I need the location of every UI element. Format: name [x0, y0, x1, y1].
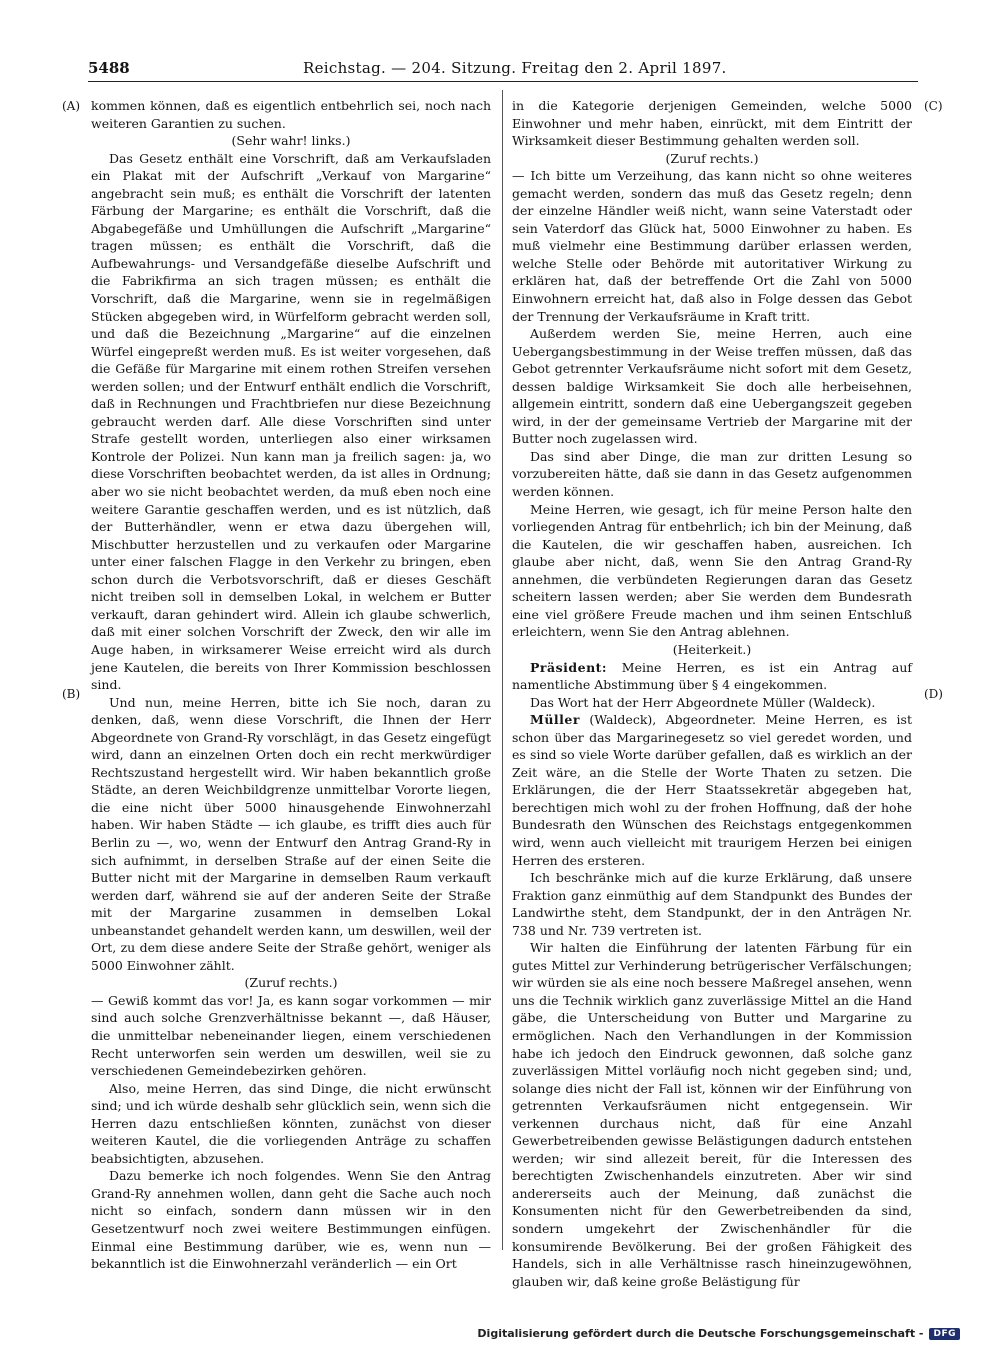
speaker-name: Müller [530, 712, 580, 728]
interjection: (Zuruf rechts.) [244, 975, 338, 991]
margin-marker-a: (A) [62, 99, 81, 113]
paragraph: Also, meine Herren, das sind Dinge, die nicht erwünscht sind; und ich würde deshalb sehr glücklich sein, wenn sich die Herren dazu entschließen könnten, zunächst von dieser weiteren Kautel, die die vorliegenden Anträge zu schaffen beabsichtigten, abzusehen. [91, 1080, 491, 1166]
interjection: (Zuruf rechts.) [665, 150, 759, 166]
speech-paragraph [512, 711, 912, 869]
paragraph: Und nun, meine Herren, bitte ich Sie noch, daran zu denken, daß, wenn diese Vorschrift, die Ihnen der Herr Abgeordnete von Grand-Ry vorschlägt, in das Gesetz eingefügt wird, dann an einzelnen Orten doch ein recht merkwürdiger Rechtszustand hergestellt wird. Wir haben bekanntlich große Städte, an deren Weichbildgrenze unmittelbar Vororte liegen, die eine nicht über 5000 hinausgehende Einwohnerzahl haben. Wir haben Städte — ich glaube, es trifft dies auch für Berlin zu —, wo, wenn der Entwurf den Antrag Grand-Ry in sich aufnimmt, in derselben Straße auf der einen Seite die Butter nicht mit der Margarine in demselben Raum verkauft werden darf, während sie auf der anderen Seite der Straße mit der Margarine zusammen in demselben Lokal unbeanstandet gehandelt werden kann, um deswillen, weil der Ort, zu dem diese andere Seite der Straße gehört, weniger als 5000 Einwohner zählt. [91, 694, 491, 973]
right-column [512, 97, 912, 1290]
paragraph: Dazu bemerke ich noch folgendes. Wenn Sie den Antrag Grand-Ry annehmen wollen, dann geht die Sache auch noch nicht so einfach, sondern dann müssen wir in den Gesetzentwurf noch zwei weitere Bestimmungen einfügen. Einmal eine Bestimmung darüber, wie es, wenn nun — bekanntlich ist die Einwohnerzahl veränderlich — ein Ort [91, 1168, 491, 1272]
paragraph: in die Kategorie derjenigen Gemeinden, welche 5000 Einwohner und mehr haben, einrückt, mit dem Eintritt der Wirksamkeit dieser Bestimmung gehalten werden soll. [512, 98, 912, 149]
paragraph: — Gewiß kommt das vor! Ja, es kann sogar vorkommen — mir sind auch solche Grenzverhältnisse bekannt —, daß Häuser, die unmittelbar nebeneinander liegen, einem verschiedenen Recht unterworfen sein werden um deswillen, weil sie zu verschiedenen Gemeindebezirken gehören. [91, 992, 491, 1079]
paragraph: kommen können, daß es eigentlich entbehrlich sei, noch nach weiteren Garantien zu suchen. [91, 98, 491, 131]
interjection: (Sehr wahr! links.) [231, 133, 351, 149]
left-column [91, 97, 491, 1273]
interjection: (Heiterkeit.) [672, 641, 752, 657]
paragraph: Das Gesetz enthält eine Vorschrift, daß am Verkaufsladen ein Plakat mit der Aufschrift „Verkauf von Margarine“ angebracht sein muß; es enthält die Vorschrift der latenten Färbung der Margarine; es enthält die Vorschrift, daß die Abgabegefäße und Umhüllungen die Aufschrift „Margarine“ tragen müssen; es enthält die Vorschrift, daß die Aufbewahrungs- und Versandgefäße dieselbe Aufschrift und die Fabrikfirma an sich tragen müssen; es enthält die Vorschrift, daß die Margarine, wenn sie in regelmäßigen Stücken abgegeben wird, in Würfelform gebracht werden soll, und daß die Bezeichnung „Margarine“ auf die einzelnen Würfel eingepreßt werden muß. Es ist weiter vorgesehen, daß die Gefäße für Margarine mit einem rothen Streifen versehen werden sollen; und der Entwurf enthält endlich die Vorschrift, daß in Rechnungen und Frachtbriefen nur diese Bezeichnung gebraucht werden darf. Alle diese Vorschriften sind unter Strafe gestellt worden, unterliegen also einer wirksamen Kontrole der Polizei. Nun kann man ja freilich sagen: ja, wo diese Vorschriften beobachtet werden, da ist alles in Ordnung; aber wo sie nicht beobachtet werden, da muß eben noch eine weitere Garantie geschaffen werden, und es ist nützlich, daß der Butterhändler, wenn er etwa dazu übergehen will, Mischbutter herzustellen und zu verkaufen oder Margarine unter einer falschen Flagge in den Verkehr zu bringen, eben schon durch die Verbotsvorschrift, daß er dieses Geschäft nicht treiben soll in demselben Lokal, in welchem er Butter verkauft, daran gehindert wird. Allein ich glaube schwerlich, daß mit einer solchen Vorschrift der Zweck, den wir alle im Auge haben, in wirksamerer Weise erreicht wird als durch jene Kautelen, die bereits von Ihrer Kommission beschlossen sind. [91, 150, 491, 693]
paragraph: Das sind aber Dinge, die man zur dritten Lesung so vorzubereiten hätte, daß sie dann in das Gesetz aufgenommen werden können. [512, 448, 912, 500]
paragraph: Das Wort hat der Herr Abgeordnete Müller (Waldeck). [530, 694, 876, 710]
speech-text: Meine Herren, es ist ein Antrag auf namentliche Abstimmung über § 4 eingekommen. [512, 659, 912, 693]
column-divider [502, 90, 503, 1250]
paragraph: — Ich bitte um Verzeihung, das kann nicht so ohne weiteres gemacht werden, sondern das muß das Gesetz regeln; denn der einzelne Händler weiß nicht, wann seine Vaterstadt oder sein Vaterdorf das Glück hat, 5000 Einwohner zu haben. Es muß vielmehr eine Bestimmung darüber erlassen werden, welche Stelle oder Behörde mit autoritativer Wirkung zu erklären hat, daß der betreffende Ort die Zahl von 5000 Einwohnern erreicht hat, daß also in Folge dessen das Gebot der Trennung der Verkaufsräume in Kraft tritt. [512, 168, 912, 324]
running-head: Reichstag. — 204. Sitzung. Freitag den 2. April 1897. [303, 59, 727, 77]
paragraph: Meine Herren, wie gesagt, ich für meine Person halte den vorliegenden Antrag für entbehrlich; ich bin der Meinung, daß die Kautelen, die wir geschaffen haben, ausreichen. Ich glaube aber nicht, daß, wenn Sie den Antrag Grand-Ry annehmen, die verbündeten Regierungen daran das Gesetz scheitern lassen werden; aber Sie werden dem Bundesrath eine viel größere Freude machen und ihm seinen Entschluß erleichtern, wenn Sie den Antrag ablehnen. [512, 501, 912, 640]
footer-text: Digitalisierung gefördert durch die Deutsche Forschungsgemeinschaft - [477, 1327, 924, 1340]
paragraph: Ich beschränke mich auf die kurze Erklärung, daß unsere Fraktion ganz einmüthig auf dem Standpunkt des Bundes der Landwirthe steht, dem Standpunkt, der in den Anträgen Nr. 738 und Nr. 739 vertreten ist. [512, 870, 912, 938]
footer-credit [477, 1327, 960, 1340]
margin-marker-d: (D) [924, 687, 943, 701]
paragraph: Außerdem werden Sie, meine Herren, auch eine Uebergangsbestimmung in der Weise treffen müssen, daß das Gebot getrennter Verkaufsräume nicht sofort mit dem Gesetz, dessen baldige Wirksamkeit Sie doch alle herbeisehnen, allgemein eintritt, sondern daß eine Uebergangszeit gegeben wird, in der der gemeinsame Vertrieb der Margarine mit der Butter noch zugelassen wird. [512, 326, 912, 447]
speech-paragraph [512, 659, 912, 694]
speaker-name: Präsident: [530, 659, 608, 675]
margin-marker-c: (C) [924, 99, 943, 113]
page-number: 5488 [88, 59, 130, 77]
page-header [88, 55, 918, 82]
paragraph: Wir halten die Einführung der latenten Färbung für ein gutes Mittel zur Verhinderung betrügerischer Verfälschungen; wir würden sie als eine noch bessere Maßregel ansehen, wenn uns die Technik wirklich ganz zuverlässige Mittel an die Hand gäbe, die Unterscheidung von Butter und Margarine zu ermöglichen. Nach den Verhandlungen in der Kommission habe ich jedoch den Eindruck gewonnen, daß solche ganz zuverlässigen Mittel vorläufig noch nicht gegeben sind; und, solange dies nicht der Fall ist, können wir der Einführung von getrennten Verkaufsräumen nicht entgegensein. Wir verkennen durchaus nicht, daß für eine Anzahl Gewerbetreibenden gewisse Belästigungen dadurch entstehen werden; wir sind allezeit bereit, für die Interessen des berechtigten Zwischenhandels einzutreten. Aber wir sind andererseits auch der Meinung, daß zunächst die Konsumenten nicht für den Gewerbetreibenden da sind, sondern umgekehrt der Zwischenhändler für die konsumirende Bevölkerung. Bei der großen Fähigkeit des Handels, sich in alle Verhältnisse rasch hineinzugewöhnen, glauben wir, daß keine große Belästigung für [512, 940, 912, 1289]
dfg-logo-icon: DFG [929, 1328, 960, 1340]
margin-marker-b: (B) [62, 687, 81, 701]
speech-text: (Waldeck), Abgeordneter. Meine Herren, es ist schon über das Margarinegesetz so viel geredet worden, und es sind so viele Worte darüber gefallen, daß es wirklich an der Zeit wäre, an die Stelle der Worte Thaten zu setzen. Die Erklärungen, die der Herr Staatssekretär abgegeben hat, berechtigen mich wohl zu der frohen Hoffnung, daß der hohe Bundesrath den Wünschen des Reichstags entgegenkommen wird, wenn auch vielleicht mit traurigem Herzen bei einigen Herren des ersteren. [512, 712, 912, 868]
